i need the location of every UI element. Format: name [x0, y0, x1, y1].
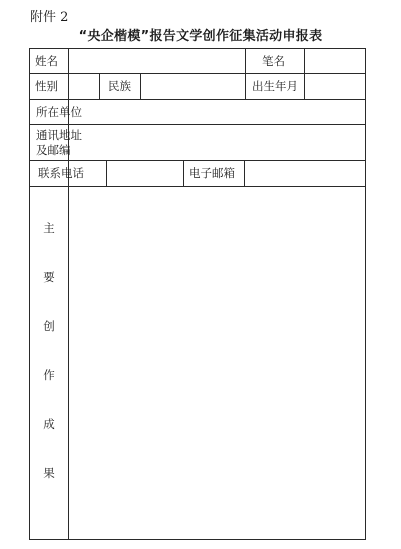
- birth-date-field[interactable]: [305, 74, 365, 99]
- address-field[interactable]: [69, 125, 365, 160]
- attachment-label: 附件 2: [30, 10, 69, 25]
- table-border-right: [365, 48, 366, 540]
- achievements-label-char: 主: [43, 221, 55, 235]
- address-label-line2: 及邮编: [36, 143, 71, 157]
- achievements-label-char: 作: [43, 368, 55, 382]
- work-unit-field[interactable]: [69, 100, 365, 124]
- name-label: 姓名: [35, 54, 58, 68]
- gender-label: 性别: [35, 79, 58, 93]
- achievements-label-char: 创: [43, 319, 55, 333]
- address-label-line1: 通讯地址: [36, 128, 82, 142]
- pen-name-label: 笔名: [262, 54, 285, 68]
- name-field[interactable]: [69, 49, 245, 73]
- achievements-label-char: 果: [43, 466, 55, 480]
- pen-name-field[interactable]: [305, 49, 365, 73]
- table-border-left: [29, 48, 30, 540]
- form-title: “央企楷模”报告文学创作征集活动申报表: [78, 29, 323, 44]
- gender-field[interactable]: [69, 74, 99, 99]
- achievements-label-char: 成: [43, 417, 55, 431]
- table-rule: [99, 73, 100, 99]
- achievements-field[interactable]: [69, 187, 365, 539]
- phone-field[interactable]: [107, 161, 183, 186]
- email-field[interactable]: [245, 161, 365, 186]
- ethnicity-label: 民族: [108, 79, 131, 93]
- ethnicity-field[interactable]: [141, 74, 245, 99]
- table-border-bottom: [29, 539, 366, 540]
- table-rule: [183, 160, 184, 186]
- table-rule: [245, 48, 246, 99]
- achievements-label-char: 要: [43, 270, 55, 284]
- email-label: 电子邮箱: [189, 166, 235, 180]
- phone-label: 联系电话: [38, 166, 84, 180]
- work-unit-label: 所在单位: [36, 105, 82, 119]
- birth-date-label: 出生年月: [252, 79, 298, 93]
